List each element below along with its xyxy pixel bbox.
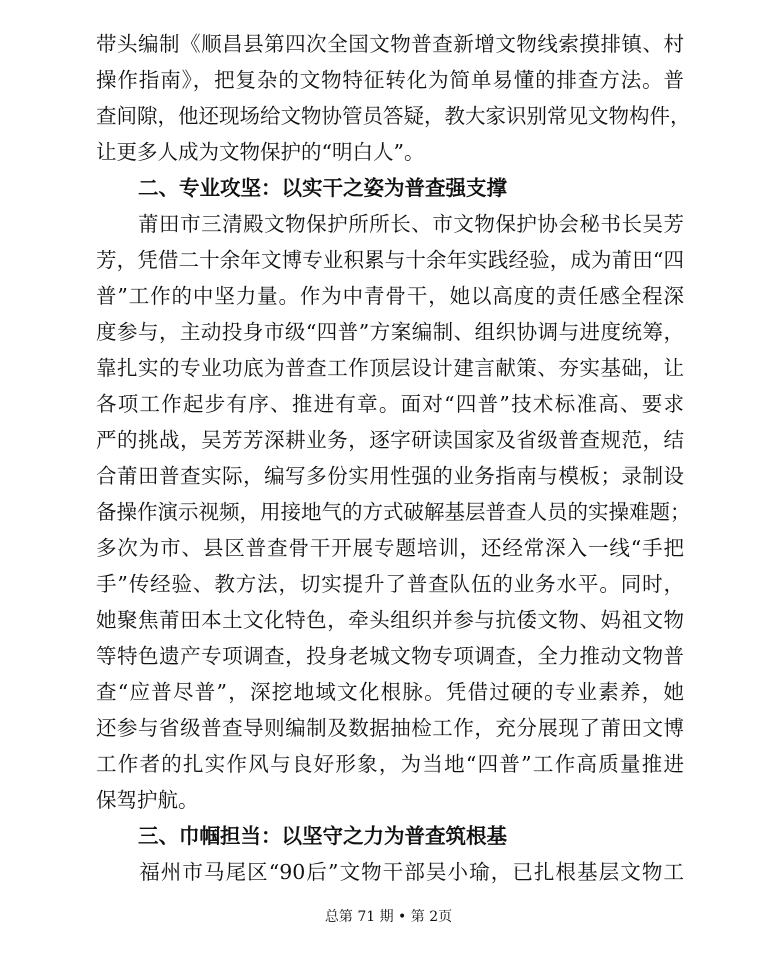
text-line: 她聚焦莆田本土文化特色，牵头组织并参与抗倭文物、妈祖文物 bbox=[96, 608, 684, 632]
text-line: 普”工作的中坚力量。作为中青骨干，她以高度的责任感全程深 bbox=[96, 284, 684, 308]
text-line: 保驾护航。 bbox=[96, 788, 199, 812]
text-line: 带头编制《顺昌县第四次全国文物普查新增文物线索摸排镇、村 bbox=[96, 32, 684, 56]
paragraph-continued bbox=[96, 26, 691, 170]
document-page bbox=[96, 26, 691, 890]
text-line: 手”传经验、教方法，切实提升了普查队伍的业务水平。同时， bbox=[96, 572, 684, 596]
text-line: 多次为市、县区普查骨干开展专题培训，还经常深入一线“手把 bbox=[96, 536, 684, 560]
text-line: 查间隙，他还现场给文物协管员答疑，教大家识别常见文物构件， bbox=[96, 104, 691, 128]
text-line: 合莆田普查实际，编写多份实用性强的业务指南与模板；录制设 bbox=[96, 464, 684, 488]
text-line: 芳，凭借二十余年文博专业积累与十余年实践经验，成为莆田“四 bbox=[96, 248, 684, 272]
page-footer: 总第 71 期 • 第 2页 bbox=[324, 909, 453, 925]
text-line: 度参与，主动投身市级“四普”方案编制、组织协调与进度统筹， bbox=[96, 320, 684, 344]
text-line: 严的挑战，吴芳芳深耕业务，逐字研读国家及省级普查规范，结 bbox=[96, 428, 684, 452]
section-heading-2: 二、专业攻坚：以实干之姿为普查强支撑 bbox=[138, 176, 507, 200]
text-line: 让更多人成为文物保护的“明白人”。 bbox=[96, 140, 425, 164]
text-line: 等特色遗产专项调查，投身老城文物专项调查，全力推动文物普 bbox=[96, 644, 684, 668]
text-line: 工作者的扎实作风与良好形象，为当地“四普”工作高质量推进 bbox=[96, 752, 684, 776]
text-line: 备操作演示视频，用接地气的方式破解基层普查人员的实操难题； bbox=[96, 500, 691, 524]
section-3-paragraph bbox=[96, 854, 684, 890]
section-heading-3: 三、巾帼担当：以坚守之力为普查筑根基 bbox=[138, 824, 507, 848]
text-line: 靠扎实的专业功底为普查工作顶层设计建言献策、夯实基础，让 bbox=[96, 356, 684, 380]
text-line: 各项工作起步有序、推进有章。面对“四普”技术标准高、要求 bbox=[96, 392, 684, 416]
text-line: 莆田市三清殿文物保护所所长、市文物保护协会秘书长吴芳 bbox=[96, 212, 684, 236]
section-2-paragraph bbox=[96, 206, 691, 818]
text-line: 操作指南》，把复杂的文物特征转化为简单易懂的排查方法。普 bbox=[96, 68, 684, 92]
text-line: 福州市马尾区“90后”文物干部吴小瑜，已扎根基层文物工 bbox=[96, 860, 684, 884]
text-line: 还参与省级普查导则编制及数据抽检工作，充分展现了莆田文博 bbox=[96, 716, 684, 740]
text-line: 查“应普尽普”，深挖地域文化根脉。凭借过硬的专业素养，她 bbox=[96, 680, 684, 704]
